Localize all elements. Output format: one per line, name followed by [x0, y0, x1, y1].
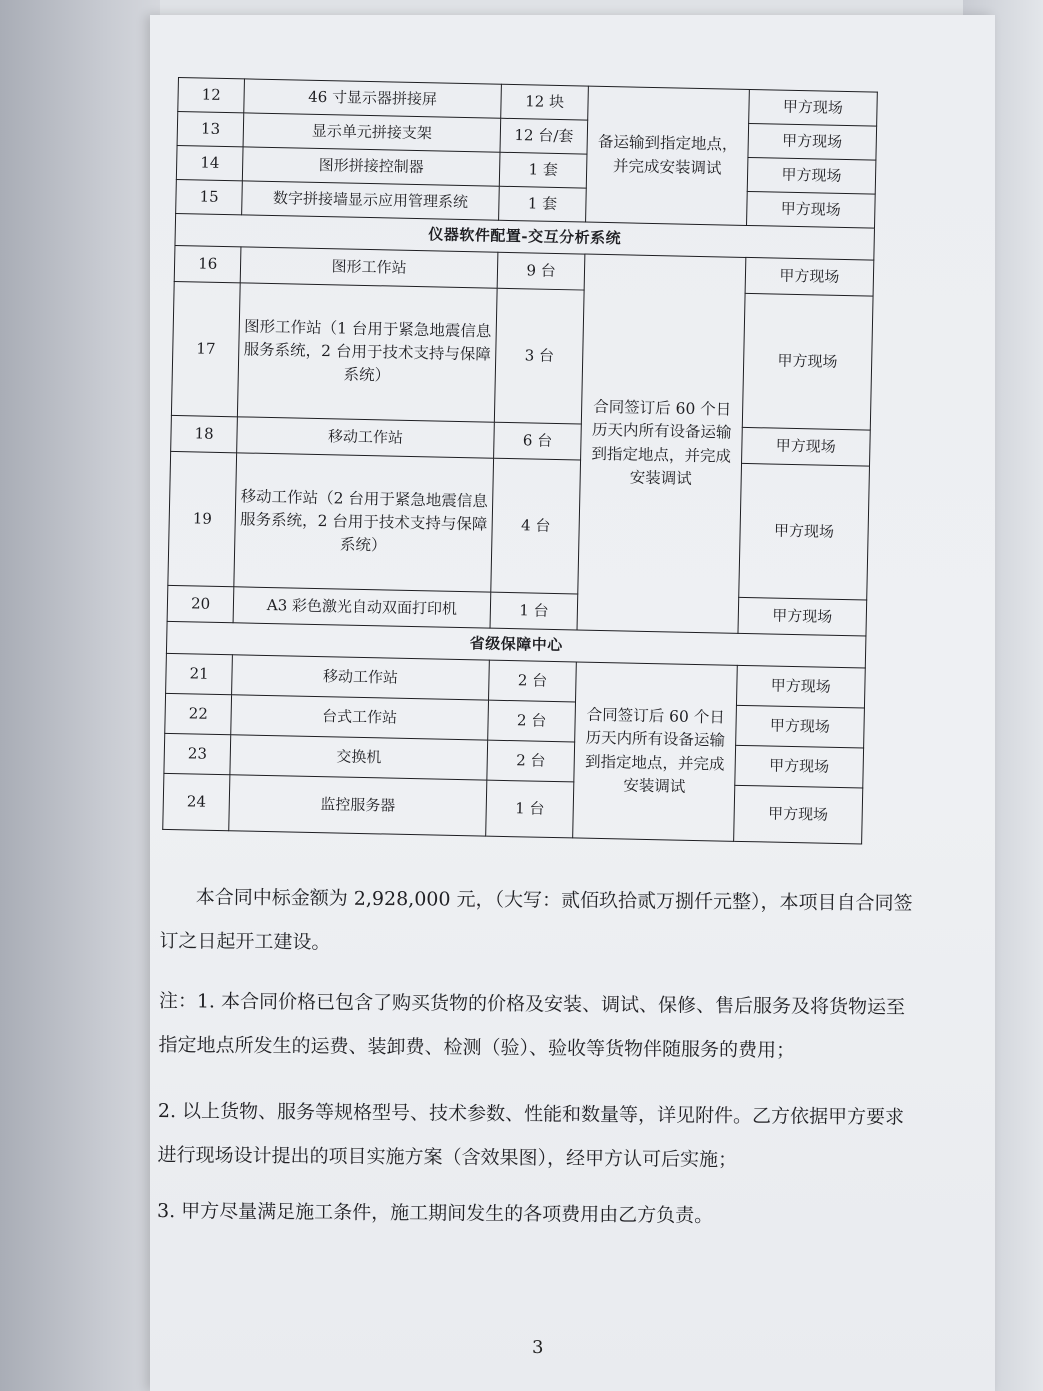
item-name: 图形工作站: [240, 247, 497, 288]
background-left: [0, 0, 175, 1391]
install-place: 甲方现场: [738, 597, 867, 636]
table-row: [171, 281, 873, 430]
note-1: 注：1. 本合同价格已包含了购买货物的价格及安装、调试、保修、售后服务及将货物运至指定地点所发生的运费、装卸费、检测（验）、验收等货物伴随服务的费用；: [158, 989, 906, 1062]
row-number: 16: [174, 245, 241, 282]
item-quantity: 3 台: [494, 288, 584, 424]
item-name: 显示单元拼接支架: [243, 113, 500, 152]
item-quantity: 1 台: [485, 780, 574, 838]
install-place: 甲方现场: [748, 89, 877, 126]
item-name: 46 寸显示器拼接屏: [244, 79, 501, 118]
row-number: 15: [176, 179, 243, 214]
row-number: 24: [163, 773, 230, 830]
row-number: 17: [171, 281, 240, 416]
contract-text: [157, 875, 920, 1240]
document-page: [150, 15, 995, 1391]
item-quantity: 1 台: [490, 592, 578, 630]
table-row: [168, 451, 870, 600]
install-place: 甲方现场: [738, 463, 869, 600]
delivery-time-cell: 合同签订后 60 个日历天内所有设备运输到指定地点，并完成安装调试: [573, 662, 737, 841]
item-quantity: 2 台: [487, 740, 575, 782]
item-quantity: 12 台/套: [500, 118, 588, 154]
row-number: 23: [164, 733, 231, 774]
award-amount-paragraph: 本合同中标金额为 2,928,000 元，（大写：贰佰玖拾贰万捌仟元整），本项目自合同签订之日起开工建设。: [159, 886, 913, 954]
item-name: 移动工作站: [237, 417, 494, 458]
item-quantity: 9 台: [497, 252, 585, 290]
item-quantity: 6 台: [493, 422, 581, 460]
row-number: 18: [171, 415, 238, 452]
note-3: 3. 甲方尽量满足施工条件，施工期间发生的各项费用由乙方负责。: [156, 1199, 714, 1227]
item-name: 交换机: [230, 735, 487, 780]
install-place: 甲方现场: [735, 705, 864, 748]
install-place: 甲方现场: [741, 427, 870, 466]
row-number: 22: [165, 693, 232, 734]
row-number: 19: [168, 451, 237, 586]
row-number: 20: [167, 585, 234, 622]
item-name: 图形拼接控制器: [243, 147, 500, 186]
row-number: 13: [177, 112, 244, 147]
install-place: 甲方现场: [747, 157, 876, 194]
item-name: 移动工作站: [232, 655, 489, 700]
delivery-time-cell: 合同签订后 60 个日历天内所有设备运输到指定地点，并完成安装调试: [577, 254, 745, 633]
row-number: 12: [178, 78, 245, 113]
item-quantity: 12 块: [500, 84, 588, 120]
item-name: A3 彩色激光自动双面打印机: [233, 587, 490, 628]
delivery-time-cell: 备运输到指定地点，并完成安装调试: [586, 86, 749, 225]
row-number: 21: [166, 653, 233, 694]
section-title: 省级保障中心: [166, 621, 866, 668]
item-quantity: 4 台: [491, 458, 581, 594]
item-name: 监控服务器: [229, 775, 487, 836]
section-title: 仪器软件配置-交互分析系统: [175, 213, 875, 260]
note-2: 2. 以上货物、服务等规格型号、技术参数、性能和数量等，详见附件。乙方依据甲方要求进行现场设计提出的项目实施方案（含效果图），经甲方认可后实施；: [157, 1099, 905, 1172]
install-place: 甲方现场: [736, 665, 865, 708]
install-place: 甲方现场: [746, 191, 875, 228]
install-place: 甲方现场: [748, 123, 877, 160]
item-name: 数字拼接墙显示应用管理系统: [242, 181, 499, 220]
install-place: 甲方现场: [745, 257, 874, 296]
item-name: 台式工作站: [231, 695, 488, 740]
item-quantity: 2 台: [488, 660, 576, 702]
item-quantity: 2 台: [487, 700, 575, 742]
item-name: 移动工作站（2 台用于紧急地震信息服务系统，2 台用于技术支持与保障系统）: [234, 453, 493, 592]
install-place: 甲方现场: [742, 293, 873, 430]
item-name: 图形工作站（1 台用于紧急地震信息服务系统，2 台用于技术支持与保障系统）: [238, 283, 497, 422]
install-place: 甲方现场: [735, 745, 864, 788]
install-place: 甲方现场: [733, 785, 862, 844]
item-quantity: 1 套: [499, 152, 587, 188]
row-number: 14: [176, 145, 243, 180]
item-quantity: 1 套: [498, 186, 586, 222]
equipment-table: [162, 77, 878, 844]
page-number: 3: [532, 1337, 544, 1358]
